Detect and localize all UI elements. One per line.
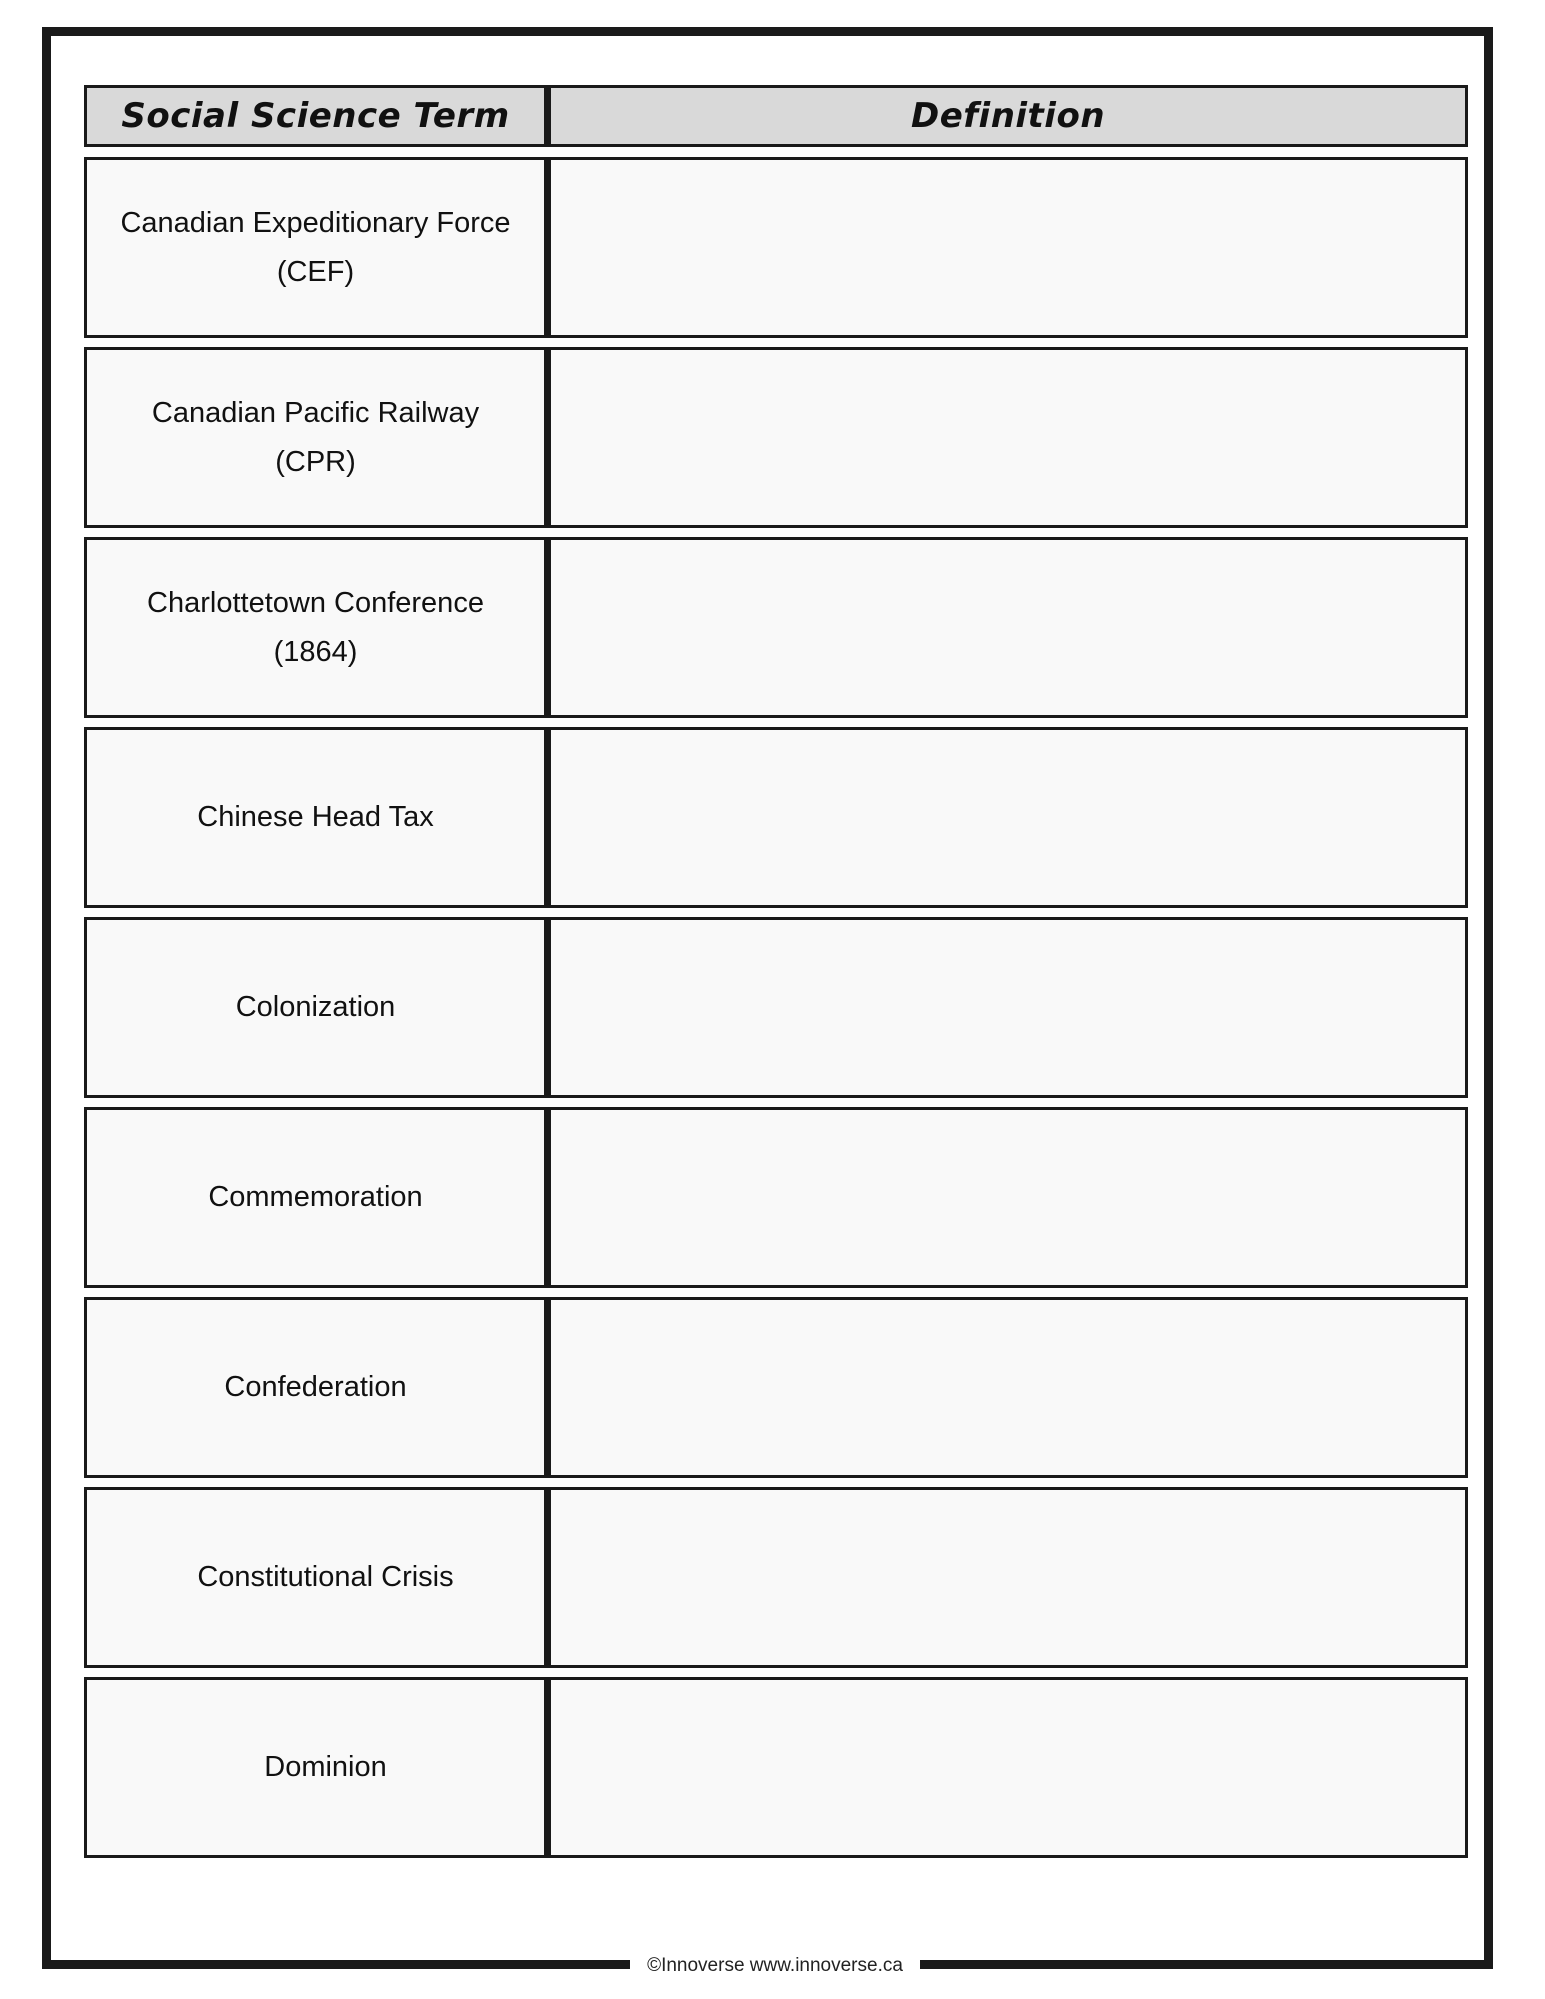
definition-column-header	[546, 85, 1468, 147]
term-column-header	[84, 85, 547, 147]
definition-cell[interactable]	[546, 347, 1468, 528]
definition-cell[interactable]	[546, 157, 1468, 338]
copyright-footer	[630, 1948, 920, 1984]
term-column-header-label: Social Science Term	[121, 96, 510, 136]
definition-cell[interactable]	[546, 1297, 1468, 1478]
term-cell	[84, 537, 547, 718]
term-label: Colonization	[235, 991, 396, 1023]
definition-cell[interactable]	[546, 537, 1468, 718]
term-cell	[84, 347, 547, 528]
definition-cell[interactable]	[546, 1677, 1468, 1858]
definition-cell[interactable]	[546, 1107, 1468, 1288]
definition-cell[interactable]	[546, 917, 1468, 1098]
term-label: Constitutional Crisis	[197, 1561, 454, 1593]
copyright-text: ©Innoverse www.innoverse.ca	[647, 1955, 903, 1976]
term-label: Chinese Head Tax	[197, 801, 434, 833]
term-cell	[84, 1677, 547, 1858]
term-cell	[84, 1107, 547, 1288]
term-label: Canadian Expeditionary Force (CEF)	[120, 206, 511, 288]
term-label: Commemoration	[208, 1181, 423, 1213]
term-cell	[84, 727, 547, 908]
term-cell	[84, 917, 547, 1098]
term-label: Canadian Pacific Railway (CPR)	[151, 396, 480, 478]
term-label: Confederation	[224, 1371, 407, 1403]
definition-cell[interactable]	[546, 1487, 1468, 1668]
term-cell	[84, 1297, 547, 1478]
term-cell	[84, 1487, 547, 1668]
term-label: Dominion	[264, 1751, 387, 1783]
term-label: Charlottetown Conference (1864)	[147, 586, 484, 668]
definition-column-header-label: Definition	[910, 96, 1106, 136]
term-cell	[84, 157, 547, 338]
definition-cell[interactable]	[546, 727, 1468, 908]
